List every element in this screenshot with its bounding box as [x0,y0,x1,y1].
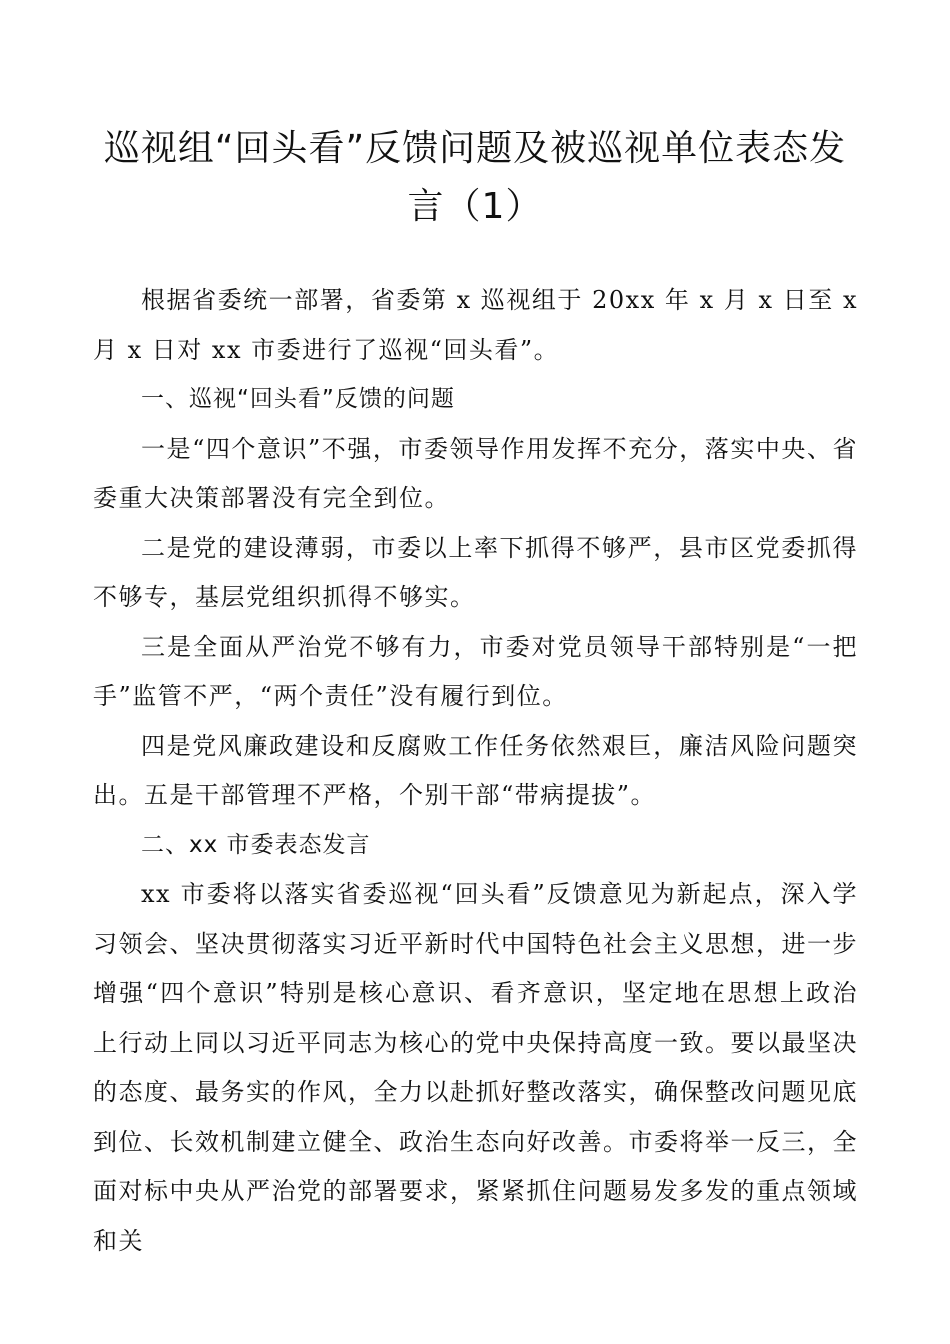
issue-paragraph-1: 一是“四个意识”不强，市委领导作用发挥不充分，落实中央、省委重大决策部署没有完全到位。 [93,434,858,512]
statement-paragraph: xx 市委将以落实省委巡视“回头看”反馈意见为新起点，深入学习领会、坚决贯彻落实习近平新时代中国特色社会主义思想，进一步增强“四个意识”特别是核心意识、看齐意识，坚定地在思想上政治上行动上同以习近平同志为核心的党中央保持高度一致。要以最坚决的态度、最务实的作风，全力以赴抓好整改落实，确保整改问题见底到位、长效机制建立健全、政治生态向好改善。市委将举一反三，全面对标中央从严治党的部署要求，紧紧抓住问题易发多发的重点领域和关 [93,880,858,1255]
intro-paragraph: 根据省委统一部署，省委第 x 巡视组于 20xx 年 x 月 x 日至 x 月 x 日对 xx 市委进行了巡视“回头看”。 [93,286,858,364]
issue-paragraph-2: 二是党的建设薄弱，市委以上率下抓得不够严，县市区党委抓得不够专，基层党组织抓得不够实。 [93,533,858,611]
issue-paragraph-3: 三是全面从严治党不够有力，市委对党员领导干部特别是“一把手”监管不严，“两个责任”没有履行到位。 [93,632,858,710]
section-heading-statement: 二、xx 市委表态发言 [141,831,371,858]
document-title: 巡视组“回头看”反馈问题及被巡视单位表态发言（1） [103,128,847,227]
section-heading-feedback-issues: 一、巡视“回头看”反馈的问题 [141,386,455,412]
issue-paragraph-4-5: 四是党风廉政建设和反腐败工作任务依然艰巨，廉洁风险问题突出。五是干部管理不严格，个别干部“带病提拔”。 [93,731,858,809]
document-body [93,276,858,1266]
